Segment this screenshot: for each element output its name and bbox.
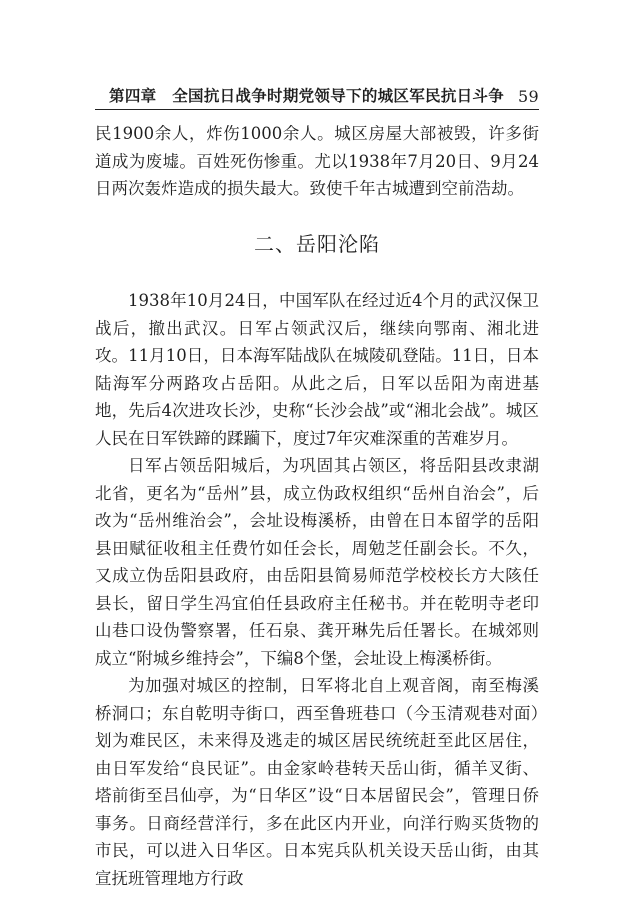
running-header [95,84,539,110]
paragraph: 为加强对城区的控制，日军将北自上观音阁，南至梅溪桥洞口；东自乾明寺街口，西至鲁班巷口（今玉清观巷对面）划为难民区，未来得及逃走的城区居民统统赶至此区居住，由日军发给“良民证”。由金家岭巷转天岳山街，循羊叉街、塔前街至吕仙亭，为“日华区”设“日本居留民会”，管理日侨事务。日商经营洋行，多在此区内开业，向洋行购买货物的市民，可以进入日华区。日本宪兵队机关设天岳山街，由其宣抚班管理地方行政 [95,676,539,888]
body-text [95,120,539,892]
page-number: 59 [518,87,539,106]
section-heading: 二、岳阳沦陷 [254,231,380,256]
paragraph: 日军占领岳阳城后，为巩固其占领区，将岳阳县改隶湖北省，更名为“岳州”县，成立伪政权组织“岳州自治会”，后改为“岳州维治会”，会址设梅溪桥，由曾在日本留学的岳阳县田赋征收租主任费竹如任会长，周勉芝任副会长。不久，又成立伪岳阳县政府，由岳阳县简易师范学校校长方大陔任县长，留日学生冯宜伯任县政府主任秘书。并在乾明寺老印山巷口设伪警察署，任石泉、龚开琳先后任署长。在城郊则成立“附城乡维持会”，下编8个堡，会址设上梅溪桥街。 [95,456,539,668]
paragraph: 1938年10月24日，中国军队在经过近4个月的武汉保卫战后，撤出武汉。日军占领武汉后，继续向鄂南、湘北进攻。11月10日，日本海军陆战队在城陵矶登陆。11日，日本陆海军分两路攻占岳阳。从此之后，日军以岳阳为南进基地，先后4次进攻长沙，史称“长沙会战”或“湘北会战”。城区人民在日军铁蹄的蹂躏下，度过7年灾难深重的苦难岁月。 [95,291,539,448]
chapter-title: 第四章 全国抗日战争时期党领导下的城区军民抗日斗争 [109,87,505,105]
continuation-paragraph: 民1900余人，炸伤1000余人。城区房屋大部被毁，许多街道成为废墟。百姓死伤惨重。尤以1938年7月20日、9月24日两次轰炸造成的损失最大。致使千年古城遭到空前浩劫。 [95,124,539,198]
